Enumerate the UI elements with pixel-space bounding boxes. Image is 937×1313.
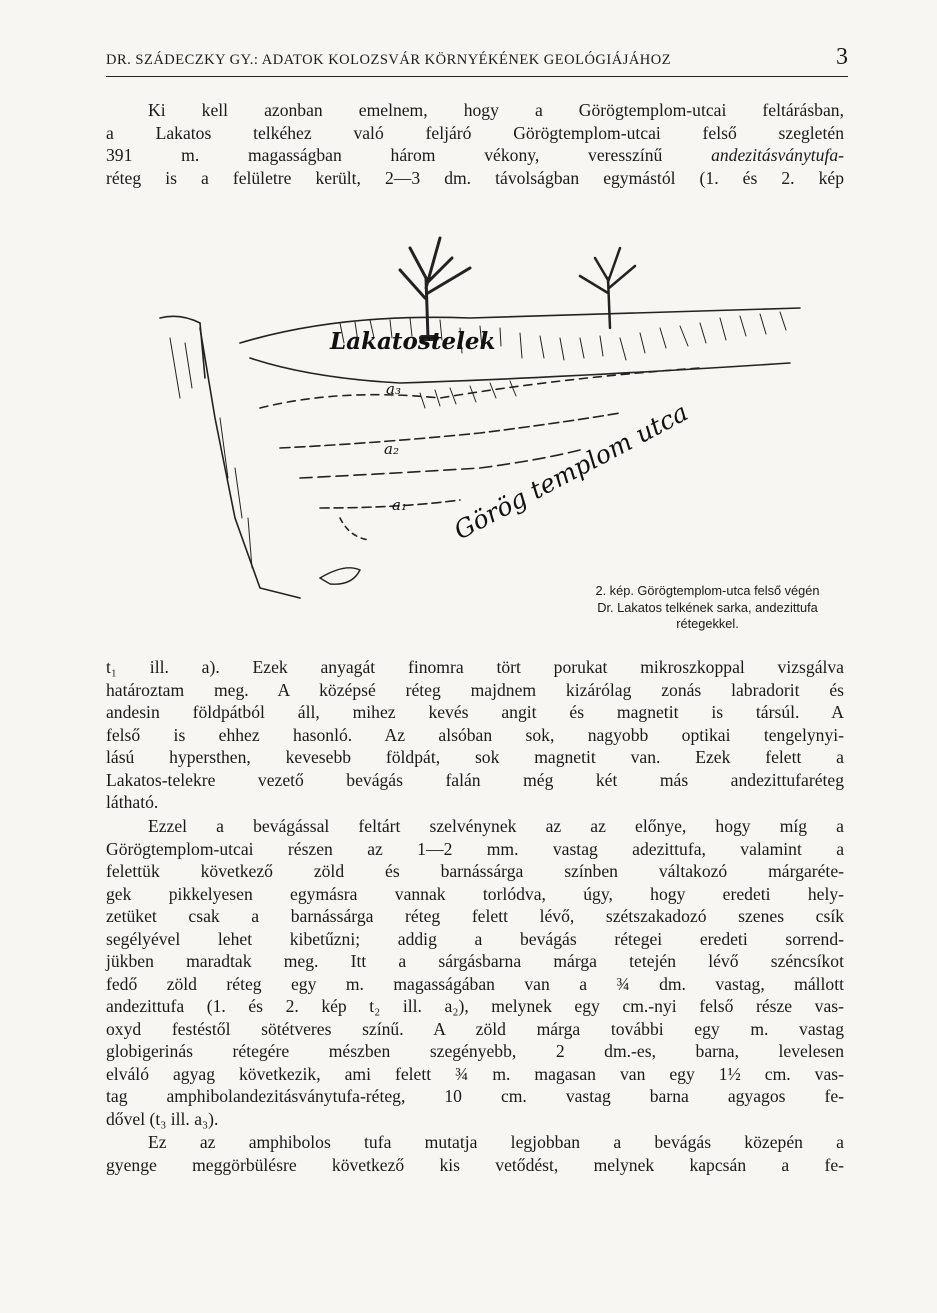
text-line: oxyd festéstől sötétveres színű. A zöld márga további egy m. vastag bbox=[106, 1018, 844, 1039]
text-line: látható. bbox=[106, 792, 159, 812]
text-line: dővel (t₃ ill. a₃). bbox=[106, 1108, 219, 1129]
text-line: felettük következő zöld és barnássárga színben váltakozó márgaréte- bbox=[106, 861, 844, 881]
text-line: gyenge meggörbülésre következő kis vetődést, melynek kapcsán a fe- bbox=[106, 1154, 844, 1175]
running-title: DR. SZÁDECZKY GY.: ADATOK KOLOZSVÁR KÖRNYÉKÉNEK GEOLÓGIÁJÁHOZ bbox=[106, 52, 672, 68]
vegetation-hatching bbox=[340, 312, 786, 408]
text-line: 391 m. magasságban három vékony, veresszínű andezitásványtufa- bbox=[106, 145, 844, 165]
paragraph-1 bbox=[106, 99, 844, 189]
text-line: andesin földpátból áll, mihez kevés angit és magnetit is társúl. A bbox=[106, 702, 844, 722]
label-a1: a₁ bbox=[392, 496, 407, 514]
running-header bbox=[106, 44, 848, 77]
text-line: határoztam meg. A középsé réteg majdnem kizárólag zonás labradorit és bbox=[106, 679, 844, 700]
paragraph-2 bbox=[106, 656, 844, 814]
text-line: zetüket csak a barnássárga réteg felett lévő, szétszakadozó szenes csík bbox=[106, 906, 844, 926]
text-line: globigerinás rétegére mészben szegényebb, 2 dm.-es, barna, levelesen bbox=[106, 1041, 844, 1061]
figure-caption bbox=[585, 583, 830, 633]
text-line: elváló agyag következik, ami felett ¾ m. magasan van egy 1½ cm. vas- bbox=[106, 1063, 844, 1084]
text-line: Ez az amphibolos tufa mutatja legjobban a bevágás közepén a bbox=[148, 1132, 844, 1152]
paragraph-3 bbox=[106, 815, 844, 1130]
text-line: t₁ ill. a). Ezek anyagát finomra tört porukat mikroszkoppal vizsgálva bbox=[106, 657, 844, 677]
label-lakatostelek: Lakatostelek bbox=[330, 328, 496, 355]
text-line: a Lakatos telkéhez való feljáró Görögtemplom-utcai felső szegletén bbox=[106, 122, 844, 143]
caption-line: 2. kép. Görögtemplom-utca felső végén bbox=[595, 583, 820, 598]
text-line: Ezzel a bevágással feltárt szelvénynek az az előnye, hogy míg a bbox=[148, 816, 844, 836]
tree-right-icon bbox=[580, 248, 635, 328]
label-a3: a₃ bbox=[386, 380, 401, 398]
text-line: fedő zöld réteg egy m. magasságában van a ¾ dm. vastag, mállott bbox=[106, 973, 844, 994]
italic-term: andezitásványtufa- bbox=[711, 145, 844, 165]
text-line: felső is ehhez hasonló. Az alsóban sok, nagyobb optikai tengelynyi- bbox=[106, 724, 844, 745]
text-line: gek pikkelyesen egymásra vannak torlódva, úgy, hogy eredeti hely- bbox=[106, 883, 844, 904]
label-a2: a₂ bbox=[384, 440, 399, 458]
caption-line: Dr. Lakatos telkének sarka, andezittufa bbox=[597, 599, 818, 615]
text-line: andezittufa (1. és 2. kép t₂ ill. a₂), melynek egy cm.-nyi felső része vas- bbox=[106, 996, 844, 1016]
text-line: jükben maradtak meg. Itt a sárgásbarna márga tetején lévő széncsíkot bbox=[106, 951, 844, 971]
text-line: Görögtemplom-utcai részen az 1—2 mm. vastag adezittufa, valamint a bbox=[106, 838, 844, 859]
text-line: lású hypersthen, kevesebb földpát, sok magnetit van. Ezek felett a bbox=[106, 747, 844, 767]
label-street: Görög templom utca bbox=[449, 397, 693, 546]
text-line: Ki kell azonban emelnem, hogy a Görögtemplom-utcai feltárásban, bbox=[148, 100, 844, 120]
text-line: Lakatos-telekre vezető bevágás falán még két más andezittufaréteg bbox=[106, 769, 844, 790]
text-line: tag amphibolandezitásványtufa-réteg, 10 cm. vastag barna agyagos fe- bbox=[106, 1086, 844, 1106]
text-line: réteg is a felületre került, 2—3 dm. távolságban egymástól (1. és 2. kép bbox=[106, 167, 844, 188]
page-number: 3 bbox=[836, 44, 848, 70]
sketch-figure bbox=[140, 218, 820, 638]
caption-line: rétegekkel. bbox=[676, 616, 739, 631]
text-line: segélyével lehet kibetűzni; addig a bevágás rétegei eredeti sorrend- bbox=[106, 928, 844, 949]
paragraph-4 bbox=[106, 1131, 844, 1176]
